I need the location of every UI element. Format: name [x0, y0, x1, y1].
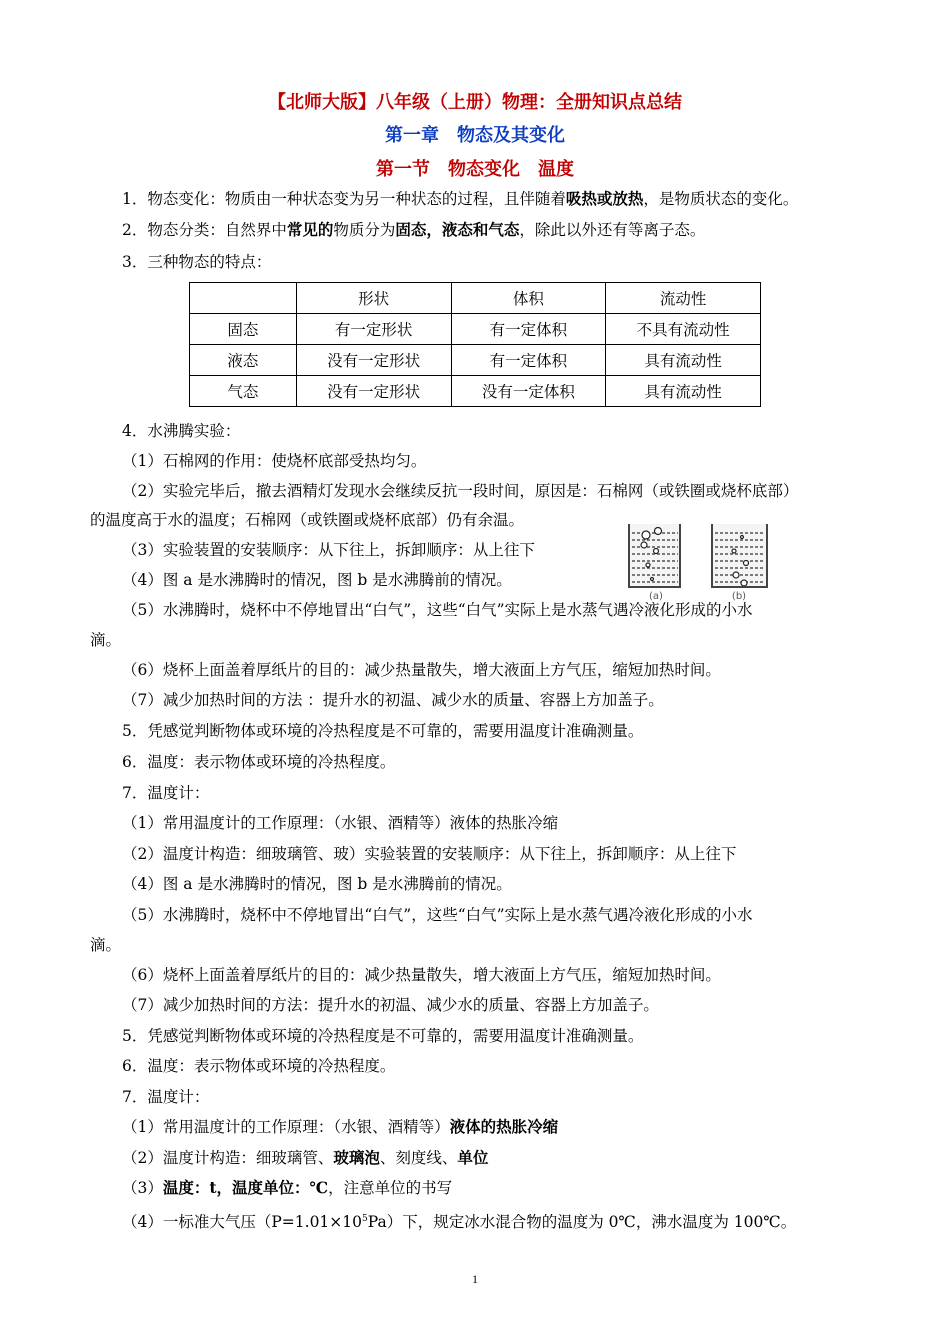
paragraph-2: [122, 219, 705, 241]
paragraph-10: 7．温度计：: [122, 1088, 210, 1106]
text: （3）: [122, 1179, 163, 1197]
paragraph-4-1: （1）石棉网的作用：使烧杯底部受热均匀。: [122, 452, 427, 470]
paragraph-4-5a: （5）水沸腾时，烧杯中不停地冒出“白气”，这些“白气”实际上是水蒸气遇冷液化形成的小水: [122, 601, 753, 619]
table-cell: 有一定形状: [296, 314, 451, 345]
text: 2．物态分类：自然界中: [122, 221, 287, 239]
table-cell: 没有一定形状: [296, 376, 451, 407]
text: 1．物态变化：物质由一种状态变为另一种状态的过程，且伴随着: [122, 190, 566, 208]
table-cell: 没有一定形状: [296, 345, 451, 376]
table-row: [190, 314, 761, 345]
paragraph-5: 5．凭感觉判断物体或环境的冷热程度是不可靠的，需要用温度计准确测量。: [122, 722, 644, 740]
table-cell: 没有一定体积: [451, 376, 606, 407]
text: ，除此以外还有等离子态。: [519, 221, 706, 239]
paragraph-6: 6．温度：表示物体或环境的冷热程度。: [122, 753, 396, 771]
table-cell: 固态: [190, 314, 297, 345]
table-row: [190, 376, 761, 407]
paragraph-1: [122, 188, 798, 210]
bold-text: 固态，液态和气态: [395, 220, 520, 239]
text: ，是物质状态的变化。: [643, 190, 799, 208]
text: 、刻度线、: [379, 1149, 458, 1167]
bold-text: 温度：t，温度单位：℃: [162, 1178, 329, 1197]
paragraph-4-4: （4）图 a 是水沸腾时的情况，图 b 是水沸腾前的情况。: [122, 571, 512, 589]
paragraph-4-2b: 的温度高于水的温度；石棉网（或铁圈或烧杯底部）仍有余温。: [90, 511, 525, 529]
table-row: [190, 345, 761, 376]
table-header-cell: 流动性: [606, 283, 761, 314]
bold-text: 单位: [457, 1148, 489, 1167]
paragraph-4-3: （3）实验装置的安装顺序：从下往上，拆卸顺序：从上往下: [122, 541, 535, 559]
paragraph-4-7: （7）减少加热时间的方法 ：提升水的初温、减少水的质量、容器上方加盖子。: [122, 691, 664, 709]
paragraph-4-2a: （2）实验完毕后，撤去酒精灯发现水会继续反抗一段时间，原因是：石棉网（或铁圈或烧杯底部）: [122, 482, 799, 500]
figure-label-b: (b): [731, 591, 747, 602]
paragraph-10-1: [122, 1116, 558, 1138]
paragraph-7-5a: （5）水沸腾时，烧杯中不停地冒出“白气”，这些“白气”实际上是水蒸气遇冷液化形成的小水: [122, 906, 753, 924]
page-number: 1: [472, 1272, 478, 1286]
paragraph-10-3: [122, 1177, 452, 1199]
bold-text: 液体的热胀冷缩: [449, 1117, 559, 1136]
text: 物质分为: [333, 221, 396, 239]
table-cell: 不具有流动性: [606, 314, 761, 345]
paragraph-4-5b: 滴。: [90, 631, 122, 649]
states-table: [189, 282, 761, 407]
table-header-cell: 形状: [296, 283, 451, 314]
text: （1）常用温度计的工作原理：（水银、酒精等）: [122, 1118, 450, 1136]
table-cell: 有一定体积: [451, 314, 606, 345]
table-cell: 液态: [190, 345, 297, 376]
paragraph-4: 4．水沸腾实验：: [122, 422, 241, 440]
table-cell: 气态: [190, 376, 297, 407]
bold-text: 常见的: [286, 220, 334, 239]
section-title: 第一节 物态变化 温度: [376, 159, 574, 180]
paragraph-7-5b: 滴。: [90, 936, 122, 954]
bold-text: 玻璃泡: [333, 1148, 380, 1167]
paragraph-9: 6．温度：表示物体或环境的冷热程度。: [122, 1057, 396, 1075]
chapter-title: 第一章 物态及其变化: [385, 125, 565, 146]
table-cell: 具有流动性: [606, 376, 761, 407]
bold-text: 吸热或放热: [565, 189, 644, 208]
table-header-cell: [190, 283, 297, 314]
beaker-a-icon: [629, 524, 680, 587]
paragraph-10-2: [122, 1147, 488, 1169]
table-cell: 具有流动性: [606, 345, 761, 376]
text: ，注意单位的书写: [328, 1179, 453, 1197]
paragraph-7-7: （7）减少加热时间的方法：提升水的初温、减少水的质量、容器上方加盖子。: [122, 996, 659, 1014]
main-title: 【北师大版】八年级（上册）物理：全册知识点总结: [268, 92, 682, 113]
figure-label-a: (a): [649, 591, 663, 602]
table-header-row: [190, 283, 761, 314]
table-header-cell: 体积: [451, 283, 606, 314]
boiling-water-figure: [622, 521, 782, 603]
paragraph-7-6: （6）烧杯上面盖着厚纸片的目的：减少热量散失，增大液面上方气压，缩短加热时间。: [122, 966, 721, 984]
beaker-b-icon: [712, 524, 767, 587]
table-cell: 有一定体积: [451, 345, 606, 376]
paragraph-4-6: （6）烧杯上面盖着厚纸片的目的：减少热量散失，增大液面上方气压，缩短加热时间。: [122, 661, 721, 679]
paragraph-7-2: （2）温度计构造：细玻璃管、玻）实验装置的安装顺序：从下往上，拆卸顺序：从上往下: [122, 845, 737, 863]
paragraph-3: 3．三种物态的特点：: [122, 253, 272, 271]
text: Pa）下，规定冰水混合物的温度为 0℃，沸水温度为 100℃。: [367, 1213, 797, 1232]
paragraph-7: 7．温度计：: [122, 784, 210, 802]
paragraph-7-1: （1）常用温度计的工作原理：（水银、酒精等）液体的热胀冷缩: [122, 814, 559, 832]
paragraph-8: 5．凭感觉判断物体或环境的冷热程度是不可靠的，需要用温度计准确测量。: [122, 1027, 644, 1045]
superscript: 5: [362, 1214, 368, 1224]
paragraph-10-4: [122, 1208, 796, 1233]
text: （4）一标准大气压（P=1.01×10: [122, 1213, 363, 1232]
text: （2）温度计构造：细玻璃管、: [122, 1149, 334, 1167]
paragraph-7-4: （4）图 a 是水沸腾时的情况，图 b 是水沸腾前的情况。: [122, 875, 512, 893]
